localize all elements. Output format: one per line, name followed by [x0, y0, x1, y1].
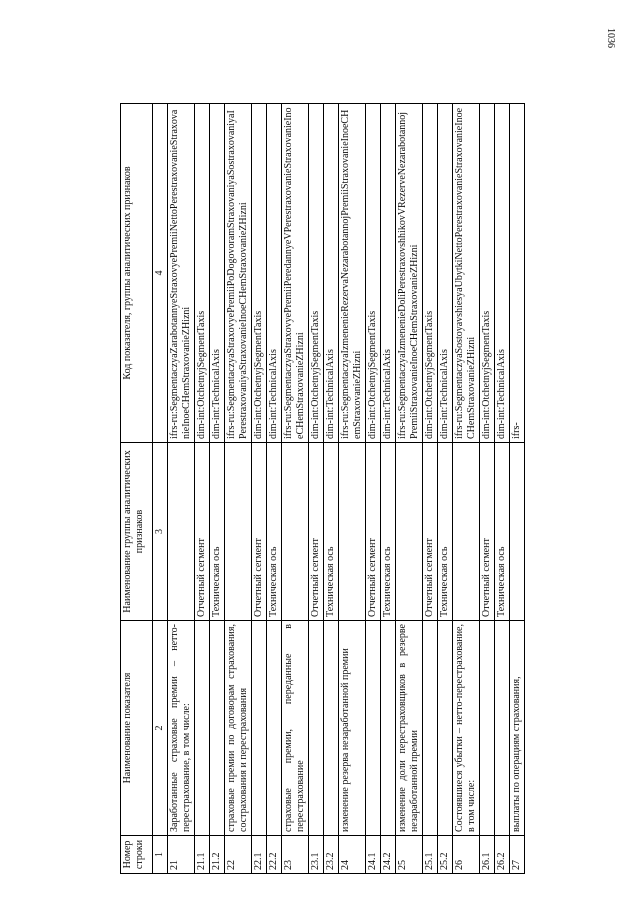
group-name-cell: Техническая ось	[267, 443, 282, 621]
header-indicator-name: Наименование показателя	[121, 621, 153, 836]
table-row	[267, 104, 282, 874]
indicator-code-cell: dim-int:TechnicalAxis	[495, 104, 510, 443]
row-number-cell: 25.2	[438, 836, 453, 874]
table-row	[366, 104, 381, 874]
indicator-name-cell	[267, 621, 282, 836]
indicator-code-cell: ifrs-ru:SegmentaczyaStraxovyePremiiPeredannyeVPerestraxovanieStraxovanieInoeCHemStraxovanieZHizni	[282, 104, 309, 443]
indicator-code-cell: dim-int:OtchetnyjSegmentTaxis	[423, 104, 438, 443]
page-number: 1036	[605, 28, 616, 48]
indicator-code-cell: dim-int:TechnicalAxis	[267, 104, 282, 443]
table-row	[282, 104, 309, 874]
table-row	[309, 104, 324, 874]
indicator-code-cell: dim-int:TechnicalAxis	[210, 104, 225, 443]
row-number-cell: 23.2	[324, 836, 339, 874]
table-row	[195, 104, 210, 874]
indicator-name-cell	[438, 621, 453, 836]
group-name-cell	[225, 443, 252, 621]
row-number-cell: 25.1	[423, 836, 438, 874]
table-row	[510, 104, 525, 874]
indicator-name-cell: страховые премии по договорам страхования, сострахования и перестрахования	[225, 621, 252, 836]
indicator-name-cell: выплаты по операциям страхования,	[510, 621, 525, 836]
column-number-row	[153, 104, 168, 874]
group-name-cell: Техническая ось	[381, 443, 396, 621]
row-number-cell: 22.1	[252, 836, 267, 874]
indicator-code-cell: ifrs-ru:SegmentaczyaSostoyavshiesyaUbytkiNettoPerestraxovanieStraxovanieInoeCHemStraxovanieZHizni	[453, 104, 480, 443]
header-row-number: Номер строки	[121, 836, 153, 874]
row-number-cell: 22.2	[267, 836, 282, 874]
table-row	[423, 104, 438, 874]
indicator-name-cell	[423, 621, 438, 836]
indicator-code-cell: dim-int:OtchetnyjSegmentTaxis	[195, 104, 210, 443]
indicator-name-cell: изменение доли перестраховщиков в резерве незаработанной премии	[396, 621, 423, 836]
indicator-name-cell	[324, 621, 339, 836]
column-number: 4	[153, 104, 168, 443]
indicator-code-cell: dim-int:OtchetnyjSegmentTaxis	[309, 104, 324, 443]
table-row	[252, 104, 267, 874]
indicator-name-cell	[495, 621, 510, 836]
table-row	[495, 104, 510, 874]
indicator-name-cell: страховые премии, переданные в перестрахование	[282, 621, 309, 836]
header-indicator-code: Код показателя, группы аналитических признаков	[121, 104, 153, 443]
group-name-cell: Техническая ось	[324, 443, 339, 621]
row-number-cell: 21.2	[210, 836, 225, 874]
group-name-cell: Отчетный сегмент	[309, 443, 324, 621]
indicator-table	[120, 103, 525, 874]
table-row	[210, 104, 225, 874]
table-row	[168, 104, 195, 874]
row-number-cell: 24	[339, 836, 366, 874]
group-name-cell: Техническая ось	[210, 443, 225, 621]
group-name-cell	[510, 443, 525, 621]
column-number: 2	[153, 621, 168, 836]
row-number-cell: 21	[168, 836, 195, 874]
row-number-cell: 23	[282, 836, 309, 874]
table-body	[168, 104, 525, 874]
indicator-name-cell	[366, 621, 381, 836]
group-name-cell: Отчетный сегмент	[252, 443, 267, 621]
group-name-cell	[453, 443, 480, 621]
group-name-cell	[168, 443, 195, 621]
indicator-code-cell: ifrs-ru:SegmentaczyaIzmenenieDoliPerestraxovshhikovVRezerveNezarabotannojPremiiStraxovanieInoeCHemStraxovanieZHizni	[396, 104, 423, 443]
indicator-code-cell: ifrs-ru:SegmentaczyaIzmenenieRezervaNezarabotannojPremiiStraxovanieInoeCHemStraxovanieZHizni	[339, 104, 366, 443]
indicator-name-cell: изменение резерва незаработанной премии	[339, 621, 366, 836]
row-number-cell: 26.2	[495, 836, 510, 874]
table-row	[438, 104, 453, 874]
row-number-cell: 26.1	[480, 836, 495, 874]
indicator-code-cell: dim-int:OtchetnyjSegmentTaxis	[366, 104, 381, 443]
group-name-cell: Отчетный сегмент	[480, 443, 495, 621]
group-name-cell: Техническая ось	[495, 443, 510, 621]
row-number-cell: 24.2	[381, 836, 396, 874]
indicator-name-cell	[381, 621, 396, 836]
row-number-cell: 24.1	[366, 836, 381, 874]
indicator-code-cell: dim-int:OtchetnyjSegmentTaxis	[480, 104, 495, 443]
table-row	[324, 104, 339, 874]
group-name-cell: Отчетный сегмент	[195, 443, 210, 621]
indicator-code-cell: ifrs-	[510, 104, 525, 443]
table-row	[396, 104, 423, 874]
table-row	[381, 104, 396, 874]
group-name-cell	[339, 443, 366, 621]
indicator-name-cell	[195, 621, 210, 836]
indicator-code-cell: dim-int:TechnicalAxis	[324, 104, 339, 443]
indicator-name-cell: Заработанные страховые премии – нетто-перестрахование, в том числе:	[168, 621, 195, 836]
row-number-cell: 27	[510, 836, 525, 874]
rotated-table-container	[120, 104, 590, 874]
indicator-code-cell: dim-int:OtchetnyjSegmentTaxis	[252, 104, 267, 443]
table-row	[453, 104, 480, 874]
table-row	[480, 104, 495, 874]
column-number: 1	[153, 836, 168, 874]
table-row	[339, 104, 366, 874]
indicator-name-cell: Состоявшиеся убытки – нетто-перестрахование, в том числе:	[453, 621, 480, 836]
indicator-code-cell: dim-int:TechnicalAxis	[381, 104, 396, 443]
indicator-code-cell: ifrs-ru:SegmentaczyaZarabotannyeStraxovyePremiiNettoPerestraxovanieStraxovanieInoeCHemStraxovanieZHizni	[168, 104, 195, 443]
indicator-code-cell: dim-int:TechnicalAxis	[438, 104, 453, 443]
group-name-cell: Техническая ось	[438, 443, 453, 621]
indicator-name-cell	[252, 621, 267, 836]
indicator-name-cell	[309, 621, 324, 836]
indicator-name-cell	[480, 621, 495, 836]
row-number-cell: 21.1	[195, 836, 210, 874]
row-number-cell: 26	[453, 836, 480, 874]
row-number-cell: 23.1	[309, 836, 324, 874]
row-number-cell: 22	[225, 836, 252, 874]
header-row	[121, 104, 153, 874]
indicator-code-cell: ifrs-ru:SegmentaczyaStraxovyePremiiPoDogovoramStraxovaniyaSostraxovaniyaIPerestraxovaniyaStraxovanieInoeCHemStraxovanieZHizni	[225, 104, 252, 443]
group-name-cell	[396, 443, 423, 621]
column-number: 3	[153, 443, 168, 621]
header-group-name: Наименование группы аналитических признаков	[121, 443, 153, 621]
group-name-cell	[282, 443, 309, 621]
indicator-name-cell	[210, 621, 225, 836]
group-name-cell: Отчетный сегмент	[423, 443, 438, 621]
table-row	[225, 104, 252, 874]
group-name-cell: Отчетный сегмент	[366, 443, 381, 621]
row-number-cell: 25	[396, 836, 423, 874]
